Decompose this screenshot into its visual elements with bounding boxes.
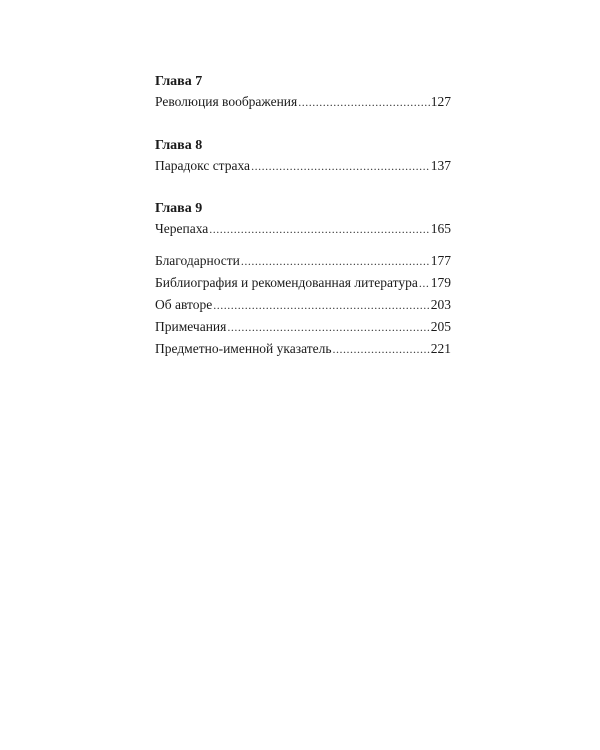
toc-entry-page: 127 bbox=[430, 94, 451, 109]
toc-entry-title: Предметно-именной указатель bbox=[155, 341, 332, 356]
toc-entry-page: 179 bbox=[430, 275, 451, 290]
toc-entry-page: 165 bbox=[430, 221, 451, 236]
toc-entry-page: 221 bbox=[430, 341, 451, 356]
toc-entry-page: 203 bbox=[430, 297, 451, 312]
toc-entry-title: Примечания bbox=[155, 319, 227, 334]
toc-entry bbox=[155, 273, 451, 293]
dot-leader bbox=[298, 92, 430, 112]
toc-entry-title: Парадокс страха bbox=[155, 158, 251, 173]
dot-leader bbox=[419, 273, 430, 293]
toc-entry bbox=[155, 317, 451, 337]
chapter-heading: Глава 8 bbox=[155, 138, 203, 153]
toc-entry bbox=[155, 219, 451, 239]
toc-entry-title: Благодарности bbox=[155, 253, 240, 268]
dot-leader bbox=[213, 295, 430, 315]
dot-leader bbox=[209, 219, 429, 239]
dot-leader bbox=[227, 317, 429, 337]
toc-entry-title: Об авторе bbox=[155, 297, 213, 312]
chapter-heading: Глава 9 bbox=[155, 201, 203, 216]
toc-entry bbox=[155, 251, 451, 271]
toc-entry bbox=[155, 295, 451, 315]
toc-entry-title: Черепаха bbox=[155, 221, 209, 236]
chapter-heading: Глава 7 bbox=[155, 74, 203, 89]
toc-entry bbox=[155, 339, 451, 359]
toc-entry-page: 177 bbox=[430, 253, 451, 268]
toc-entry-page: 137 bbox=[430, 158, 451, 173]
dot-leader bbox=[333, 339, 430, 359]
toc-entry-page: 205 bbox=[430, 319, 451, 334]
toc-entry bbox=[155, 92, 451, 112]
dot-leader bbox=[241, 251, 430, 271]
toc-entry-title: Революция воображения bbox=[155, 94, 298, 109]
toc-entry-title: Библиография и рекомендованная литература bbox=[155, 275, 418, 290]
dot-leader bbox=[251, 156, 430, 176]
toc-entry bbox=[155, 156, 451, 176]
